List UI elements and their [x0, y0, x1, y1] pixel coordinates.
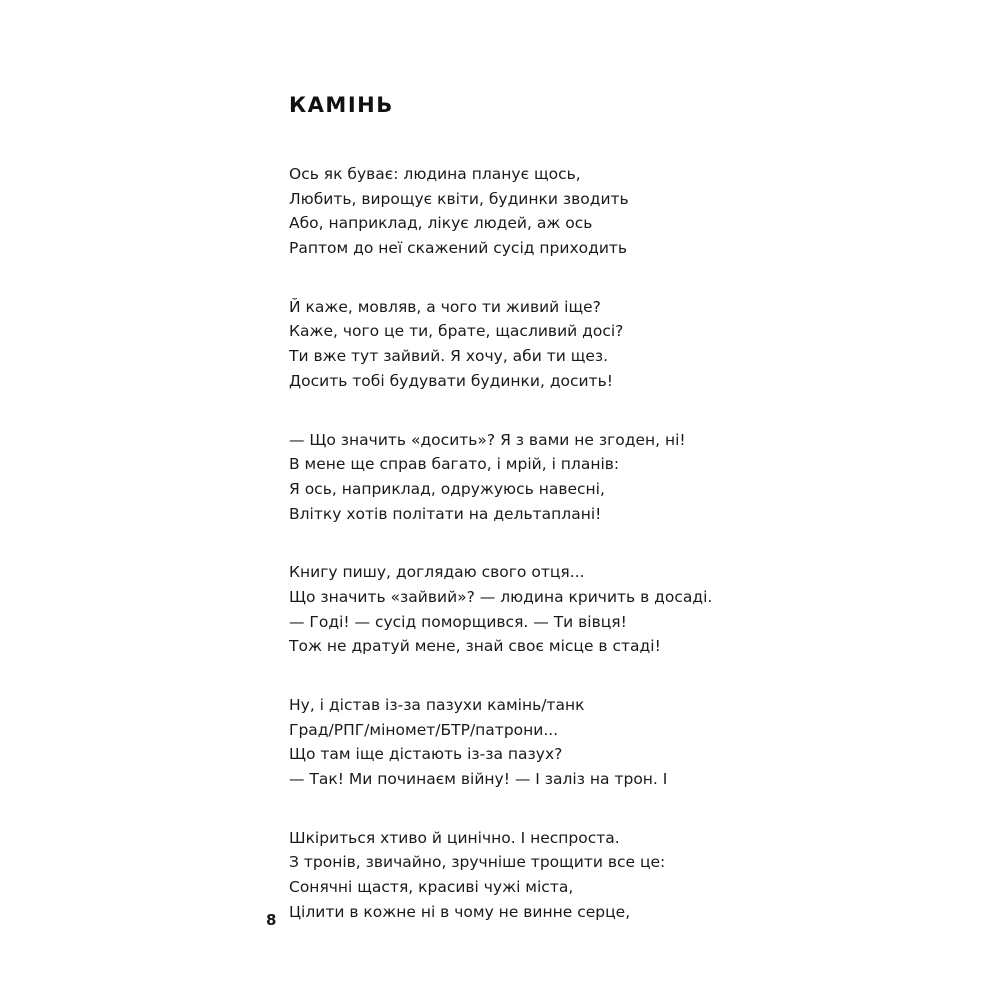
- stanza: [289, 428, 749, 527]
- poem-line: Раптом до неї скажений сусід приходить: [289, 239, 628, 258]
- poem-line: Що там іще дістають із-за пазух?: [289, 745, 563, 764]
- poem-body: [289, 162, 749, 959]
- poem-line: Я ось, наприклад, одружуюсь навесні,: [289, 479, 605, 498]
- stanza: [289, 826, 749, 925]
- poem-title: КАМІНЬ: [289, 93, 394, 117]
- poem-line: — Що значить «досить»? Я з вами не згоден, ні!: [289, 430, 686, 449]
- poem-line: Ну, і дістав із-за пазухи камінь/танк: [289, 696, 585, 714]
- poem-line: Сонячні щастя, красиві чужі міста,: [289, 878, 574, 897]
- stanza: [289, 693, 749, 792]
- stanza: [289, 560, 749, 659]
- poem-line: Цілити в кожне ні в чому не винне серце,: [289, 902, 631, 921]
- stanza: [289, 162, 749, 261]
- poem-line: Або, наприклад, лікує людей, аж ось: [289, 214, 593, 233]
- poem-line: — Так! Ми починаєм війну! — І заліз на трон. І: [289, 770, 668, 789]
- poem-line: Ось як буває: людина планує щось,: [289, 165, 581, 183]
- stanza: [289, 295, 749, 394]
- poem-line: Що значить «зайвий»? — людина кричить в досаді.: [289, 587, 713, 606]
- poem-line: Й каже, мовляв, а чого ти живий іще?: [289, 297, 601, 316]
- poem-line: Влітку хотів політати на дельтаплані!: [289, 504, 602, 523]
- poem-line: Книгу пишу, доглядаю свого отця...: [289, 563, 585, 582]
- poem-line: Тож не дратуй мене, знай своє місце в стаді!: [289, 637, 661, 656]
- poem-line: Ти вже тут зайвий. Я хочу, аби ти щез.: [289, 347, 609, 366]
- poem-line: В мене ще справ багато, і мрій, і планів:: [289, 455, 620, 474]
- poem-line: Любить, вирощує квіти, будинки зводить: [289, 189, 629, 208]
- poem-line: Досить тобі будувати будинки, досить!: [289, 371, 613, 390]
- poem-line: З тронів, звичайно, зручніше трощити все це:: [289, 853, 666, 872]
- page-number: 8: [266, 911, 277, 929]
- poem-line: Шкіриться хтиво й цинічно. І неспроста.: [289, 828, 620, 847]
- poem-line: Град/РПГ/міномет/БТР/патрони...: [289, 720, 559, 739]
- poem-line: — Годі! — сусід поморщився. — Ти вівця!: [289, 612, 627, 631]
- poem-line: Каже, чого це ти, брате, щасливий досі?: [289, 322, 624, 341]
